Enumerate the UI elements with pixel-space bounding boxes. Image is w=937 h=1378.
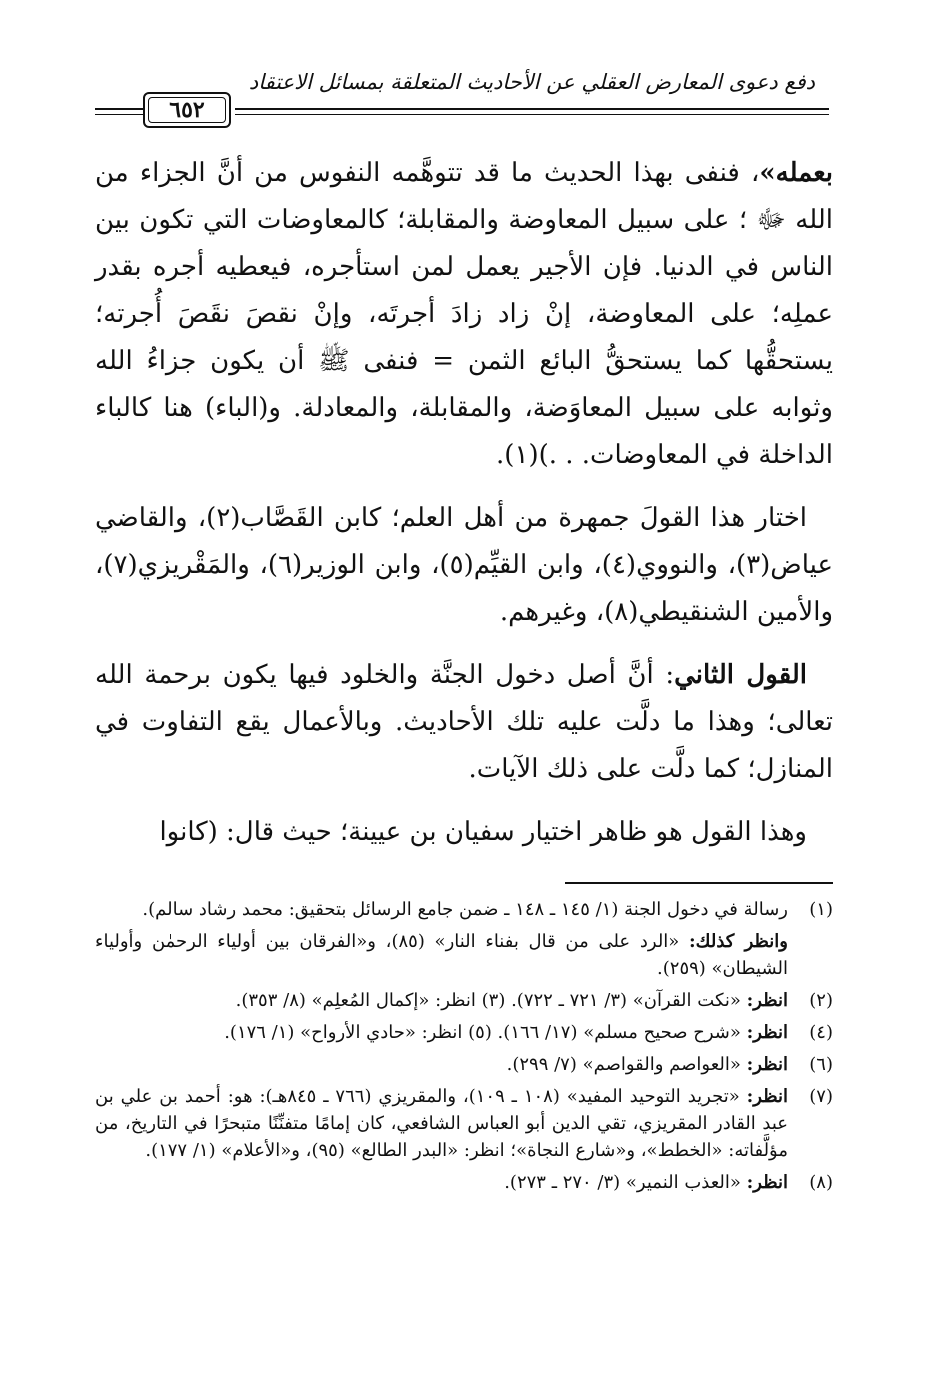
footnote-marker: (٨) bbox=[809, 1172, 833, 1193]
footnote-text bbox=[95, 1019, 788, 1046]
page-header bbox=[95, 72, 835, 132]
footnote-lead: وانظر كذلك: bbox=[689, 931, 788, 952]
footnote-content: «العواصم والقواصم» (٧/ ٢٩٩). bbox=[506, 1054, 747, 1075]
paragraph-4: وهذا القول هو ظاهر اختيار سفيان بن عيينة؛ حيث قال: (كانوا bbox=[159, 817, 807, 847]
footnote-content: «نكت القرآن» (٣/ ٧٢١ ـ ٧٢٢). (٣) انظر: «إكمال المُعلِم» (٨/ ٣٥٣). bbox=[235, 990, 747, 1011]
footnote-lead: انظر: bbox=[746, 990, 788, 1011]
footnote-text bbox=[95, 1083, 788, 1164]
paragraph-3 bbox=[95, 652, 833, 793]
paragraph-1-text: ، فنفى بهذا الحديث ما قد تتوهَّمه النفوس من أنَّ الجزاء من الله ﷻ ؛ على سبيل المعاوضة والمقابلة؛ كالمعاوضات التي تكون بين الناس في الدنيا. فإن الأجير يعمل لمن استأجره، فيعطيه أجره بقدر عملِه؛ على المعاوضة، إنْ زاد زادَ أجرتَه، وإنْ نقصَ نقَصَ أُجرته؛ يستحقُّها كما يستحقُّ البائع الثمن = فنفى ﷺ أن يكون جزاءُ الله وثوابه على سبيل المعاوَضة، والمقابلة، والمعادلة. و(الباء) هنا كالباء الداخلة في المعاوضات. . .)(١). bbox=[95, 158, 833, 470]
footnote-lead: انظر: bbox=[746, 1086, 788, 1107]
page-number bbox=[143, 92, 231, 128]
main-text bbox=[95, 150, 833, 872]
footnote-divider bbox=[565, 882, 833, 884]
footnote-text bbox=[95, 896, 788, 923]
footnote-content: رسالة في دخول الجنة (١/ ١٤٥ ـ ١٤٨ ـ ضمن جامع الرسائل بتحقيق: محمد رشاد سالم). bbox=[142, 899, 788, 920]
footnotes bbox=[95, 896, 833, 1201]
paragraph-3-lead: القول الثاني bbox=[674, 660, 807, 690]
footnote-lead: انظر: bbox=[746, 1054, 788, 1075]
footnote-content: «العذب النمير» (٣/ ٢٧٠ ـ ٢٧٣). bbox=[504, 1172, 747, 1193]
footnote-lead: انظر: bbox=[746, 1172, 788, 1193]
footnote bbox=[95, 1019, 833, 1046]
footnote-marker: (٢) bbox=[809, 990, 833, 1011]
footnote bbox=[95, 987, 833, 1014]
footnote-text bbox=[95, 1051, 788, 1078]
header-rule bbox=[235, 114, 829, 115]
page-number-text: ٦٥٢ bbox=[169, 97, 205, 123]
footnote-text bbox=[95, 1169, 788, 1196]
footnote-marker: (١) bbox=[809, 899, 833, 920]
footnote-text bbox=[95, 928, 788, 982]
paragraph-2: اختار هذا القولَ جمهرة من أهل العلم؛ كابن القَصَّاب(٢)، والقاضي عياض(٣)، والنووي(٤)، وابن القيِّم(٥)، وابن الوزير(٦)، والمَقْريزي(٧)، والأمين الشنقيطي(٨)، وغيرهم. bbox=[95, 503, 834, 627]
footnote-content: «الرد على من قال بفناء النار» (٨٥)، و«الفرقان بين أولياء الرحمٰن وأولياء الشيطان» (٢٥٩). bbox=[95, 931, 788, 979]
footnote-content: «تجريد التوحيد المفيد» (١٠٨ ـ ١٠٩)، والمقريزي (٧٦٦ ـ ٨٤٥هـ): هو: أحمد بن علي بن عبد القادر المقريزي، تقي الدين أبو العباس الشافعي، كان إمامًا متفنِّنًا متبحرًا في التاريخ، من مؤلَّفاته: «الخطط»، و«شارع النجاة»؛ انظر: «البدر الطالع» (٩٥)، و«الأعلام» (١/ ١٧٧). bbox=[95, 1086, 788, 1161]
footnote bbox=[95, 1083, 833, 1164]
paragraph-1 bbox=[95, 150, 833, 479]
footnote bbox=[95, 928, 833, 982]
footnote-marker: (٤) bbox=[809, 1022, 833, 1043]
footnote-marker: (٧) bbox=[809, 1086, 833, 1107]
paragraph-3-text: : أنَّ أصل دخول الجنَّة والخلود فيها يكون برحمة الله تعالى؛ وهذا ما دلَّت عليه تلك الأحاديث. وبالأعمال يقع التفاوت في المنازل؛ كما دلَّت على ذلك الآيات. bbox=[95, 660, 833, 784]
footnote-marker bbox=[788, 928, 833, 982]
footnote bbox=[95, 896, 833, 923]
footnote-marker: (٦) bbox=[809, 1054, 833, 1075]
footnote bbox=[95, 1169, 833, 1196]
footnote-lead: انظر: bbox=[746, 1022, 788, 1043]
header-rule bbox=[235, 108, 829, 110]
footnote-text bbox=[95, 987, 788, 1014]
running-title: دفع دعوى المعارض العقلي عن الأحاديث المتعلقة بمسائل الاعتقاد bbox=[248, 70, 815, 94]
paragraph-1-lead: بعمله» bbox=[759, 158, 833, 188]
footnote-content: «شرح صحيح مسلم» (١٧/ ١٦٦). (٥) انظر: «حادي الأرواح» (١/ ١٧٦). bbox=[224, 1022, 747, 1043]
footnote bbox=[95, 1051, 833, 1078]
